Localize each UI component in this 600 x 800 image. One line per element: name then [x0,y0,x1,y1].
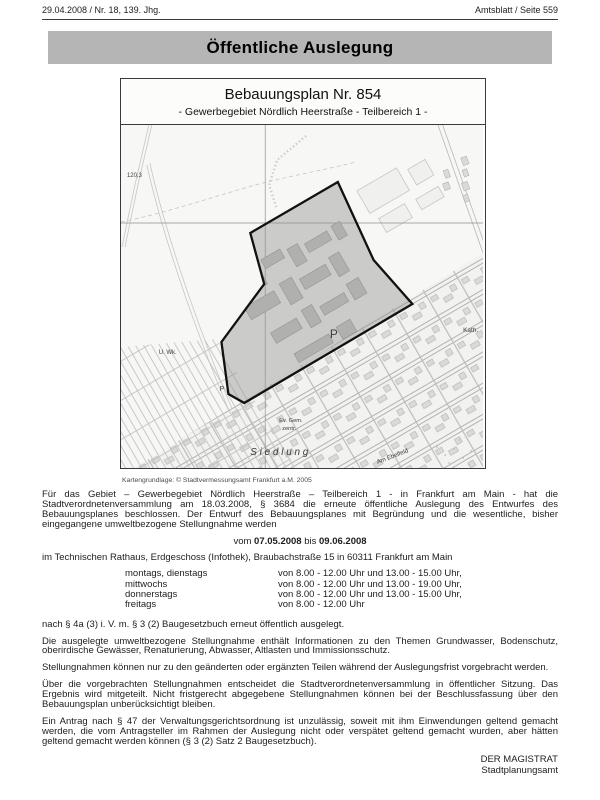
schedule-day: mittwochs [125,578,168,590]
waterworks-label: U. Wk. [158,349,177,357]
section-banner [48,31,552,64]
kath-label: Kath. [463,326,479,335]
period-start-date: 07.05.2008 [254,535,302,547]
am-ebelfeld-label: Am Ebelfeld [375,447,410,466]
ev-gem-label: Ev. Gem. [279,417,303,425]
siedlung-label: S i e d l u n g [250,446,309,459]
schedule-day: montags, dienstags [125,568,208,580]
issue-info: 29.04.2008 / Nr. 18, 139. Jhg. [42,5,161,15]
schedule-time: von 8.00 - 12.00 Uhr und 13.00 - 19.00 Uhr, [278,578,462,590]
paragraph-antrag: Ein Antrag nach § 47 der Verwaltungsgerichtsordnung ist unzulässig, soweit mit ihm Einwendungen geltend gemacht werden, die vom Antragsteller im Rahmen der Auslegung nicht oder verspätet geltend gemacht wurden, aber hätten geltend gemacht werden können (§ 3 (2) Satz 2 Baugesetzbuch). [42,715,558,747]
map-source-caption: Kartengrundlage: © Stadtvermessungsamt Frankfurt a.M. 2005 [122,477,312,484]
elevation-label: 120,3 [126,172,142,180]
schedule-time: von 8.00 - 12.00 Uhr [278,599,365,611]
paragraph-intro: Für das Gebiet – Gewerbegebiet Nördlich Heerstraße – Teilbereich 1 - in Frankfurt am Main - hat die Stadtverordnetenversammlung am 18.03.2008, § 3684 die erneute öffentliche Auslegung des Entwurfes des Bebauungsplanes beschlossen. Der Entwurf des Bebauungsplanes mit Begründung und die wesentliche, bisher eingegangene umweltbezogene Stellungnahme werden [42,489,558,530]
signature-block [42,754,558,776]
notice-body [42,490,558,776]
paragraph-decision: Über die vorgebrachten Stellungnahmen entscheidet die Stadtverordnetenversammlung in öffentlicher Sitzung. Das Ergebnis wird mitgeteilt. Nicht fristgerecht abgegebene Stellungnahmen können bei der Beschlussfassung über den Bebauungsplan unberücksichtigt bleiben. [42,679,558,711]
period-prefix: vom [233,535,252,547]
paragraph-comments: Stellungnahmen können nur zu den geänderten oder ergänzten Teilen während der Auslegungsfrist vorgebracht werden. [42,662,549,674]
zentr-label: zentr. [282,425,297,433]
schedule-time: von 8.00 - 12.00 Uhr und 13.00 - 15.00 Uhr, [278,568,462,580]
display-period-line [42,537,558,547]
page-reference: Amtsblatt / Seite 559 [474,5,558,15]
opening-hours-table [125,569,558,610]
banner-title: Öffentliche Auslegung [206,37,394,57]
parking-label-small: P [219,385,225,394]
parking-label-large: P [329,326,338,342]
schedule-day: freitags [125,599,157,611]
plan-title-block [121,79,485,125]
schedule-day: donnerstags [125,589,178,601]
site-map [121,125,485,468]
plan-subtitle: - Gewerbegebiet Nördlich Heerstraße - Teilbereich 1 - [178,106,428,118]
schedule-row [125,600,558,610]
paragraph-legal-basis: nach § 4a (3) i. V. m. § 3 (2) Baugesetzbuch erneut öffentlich ausgelegt. [42,618,345,630]
plan-notice-box [120,78,486,469]
period-mid: bis [304,535,317,547]
plan-title: Bebauungsplan Nr. 854 [224,86,382,103]
paragraph-topics: Die ausgelegte umweltbezogene Stellungnahme enthält Informationen zu den Themen Grundwasser, Bodenschutz, oberirdische Gewässer, Renaturierung, Abwasser, Altlasten und Immissionsschutz. [42,635,558,657]
site-map-svg [121,125,483,468]
period-end-date: 09.06.2008 [319,535,367,547]
schedule-time: von 8.00 - 12.00 Uhr und 13.00 - 15.00 Uhr, [278,589,462,601]
location-line: im Technischen Rathaus, Erdgeschoss (Infothek), Braubachstraße 15 in 60311 Frankfurt am Main [42,551,453,563]
page-header [42,5,558,20]
signature-stadtplanungsamt: Stadtplanungsamt [481,764,558,776]
signature-magistrat: DER MAGISTRAT [480,753,558,765]
